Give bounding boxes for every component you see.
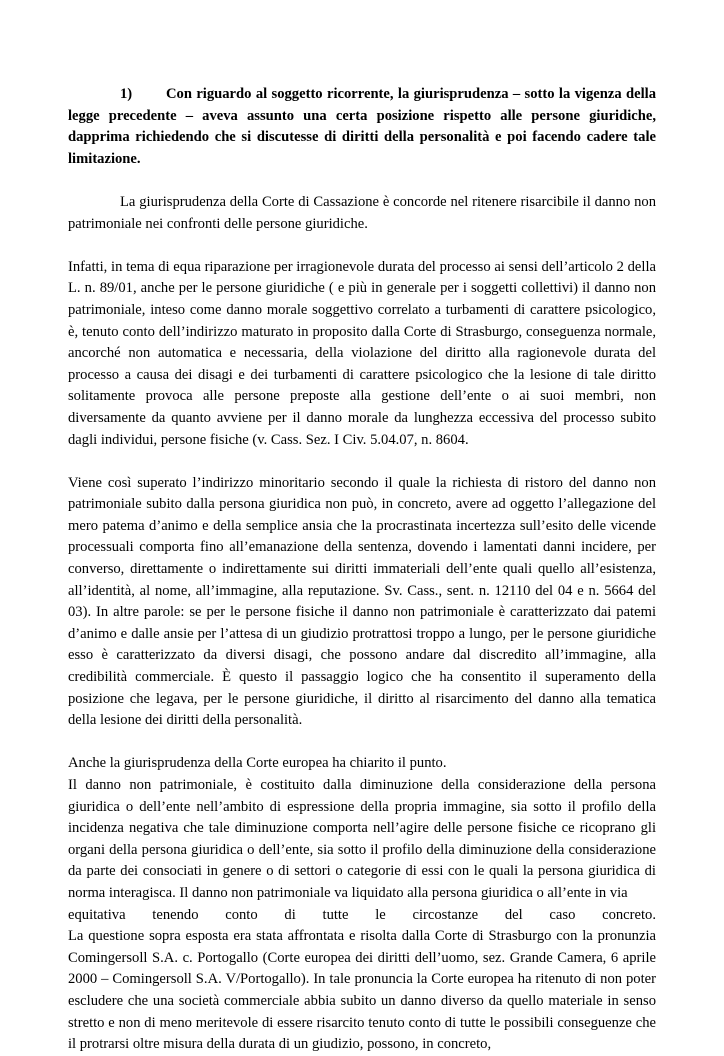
- heading-number: 1): [120, 86, 133, 102]
- paragraph-5-last-line: equitativa tenendo conto di tutte le circostanze del caso concreto.: [68, 906, 656, 923]
- paragraph-4: Anche la giurisprudenza della Corte europea ha chiarito il punto.: [68, 755, 447, 772]
- heading-text: Con riguardo al soggetto ricorrente, la giurisprudenza – sotto la vigenza della legge precedente – aveva assunto una certa posizione rispetto alle persone giuridiche, dapprima richiedendo che si discutesse di diritti della personalità e poi facendo cadere tale limitazione.: [68, 86, 656, 167]
- paragraph-1: La giurisprudenza della Corte di Cassazione è concorde nel ritenere risarcibile il danno non patrimoniale nei confronti delle persone giuridiche.: [68, 193, 656, 232]
- paragraph-2: Infatti, in tema di equa riparazione per irragionevole durata del processo ai sensi dell’articolo 2 della L. n. 89/01, anche per le persone giuridiche ( e più in generale per i soggetti collettivi) il danno non patrimoniale, inteso come danno morale soggettivo correlato a turbamenti di carattere psicologico, è, tenuto conto dell’indirizzo maturato in proposito dalla Corte di Strasburgo, conseguenza normale, ancorché non automatica e necessaria, della violazione del diritto alla ragionevole durata del processo a causa dei disagi e dei turbamenti di carattere psicologico che la lesione di tale diritto solitamente provoca alle persone preposte alla gestione dell’ente o ai suoi membri, non diversamente da quanto avviene per il danno morale da lunghezza eccessiva del processo subito dagli individui, persone fisiche (v. Cass. Sez. I Civ. 5.04.07, n. 8604.: [68, 258, 656, 448]
- section-heading: [68, 84, 656, 170]
- paragraph-6: La questione sopra esposta era stata affrontata e risolta dalla Corte di Strasburgo con la pronunzia Comingersoll S.A. c. Portogallo (Corte europea dei diritti dell’uomo, sez. Grande Camera, 6 aprile 2000 – Comingersoll S.A. V/Portogallo). In tale pronuncia la Corte europea ha ritenuto di non poter escludere che una società commerciale abbia subito un danno diverso da quello materiale in senso stretto e non di meno meritevole di essere risarcito tenuto conto di tutte le possibili conseguenze che il protrarsi oltre misura della durata di un giudizio, possono, in concreto,: [68, 928, 656, 1053]
- paragraph-3: Viene così superato l’indirizzo minoritario secondo il quale la richiesta di ristoro del danno non patrimoniale subito dalla persona giuridica non può, in concreto, avere ad oggetto l’allegazione del mero patema d’animo e della semplice ansia che la procrastinata incertezza sull’esito delle vicende processuali comporta fino all’emanazione della sentenza, dovendo i lamentati danni incidere, per converso, direttamente o indirettamente sui diritti immateriali dell’ente quali quello all’esistenza, all’identità, al nome, all’immagine, alla reputazione. Sv. Cass., sent. n. 12110 del 04 e n. 5664 del 03). In altre parole: se per le persone fisiche il danno non patrimoniale è caratterizzato dai patemi d’animo e dalle ansie per l’attesa di un giudizio protrattosi troppo a lungo, per le persone giuridiche esso è caratterizzato da diversi disagi, che possono andare dal discredito all’immagine, alla credibilità commerciale. È questo il passaggio logico che ha consentito il superamento della posizione che legava, per le persone giuridiche, il diritto al risarcimento del danno alla tematica della lesione dei diritti della personalità.: [68, 474, 656, 729]
- paragraph-5: Il danno non patrimoniale, è costituito dalla diminuzione della considerazione della persona giuridica o dell’ente nell’ambito di espressione della propria immagine, sia sotto il profilo della incidenza negativa che tale diminuzione comporta nell’agire delle persone fisiche ce ricoprano gli organi della persona giuridica o dell’ente, sia sotto il profilo della diminuzione della considerazione da parte dei consociati in genere o di settori o categorie di essi con le quali la persona giuridica di norma interagisca. Il danno non patrimoniale va liquidato alla persona giuridica o all’ente in via: [68, 777, 656, 901]
